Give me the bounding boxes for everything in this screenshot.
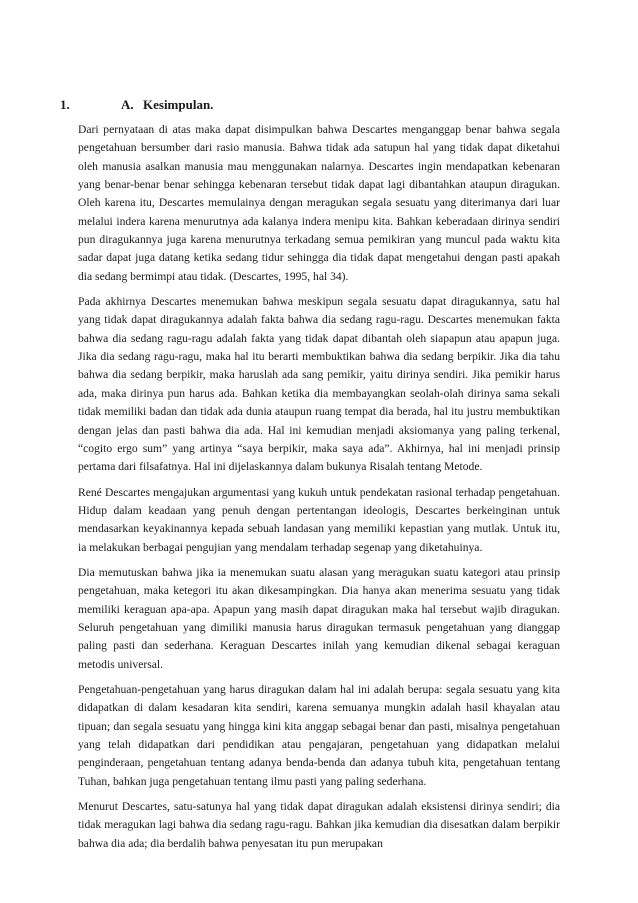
- paragraph-6: Menurut Descartes, satu-satunya hal yang tidak dapat diragukan adalah eksistensi dirinya sendiri; dia tidak meragukan lagi bahwa dia sedang ragu-ragu. Bahkan jika kemudian dia disesatkan dalam berpikir bahwa dia ada; dia berdalih bahwa penyesatan itu pun merupakan: [78, 800, 560, 850]
- paragraph-2: Pada akhirnya Descartes menemukan bahwa meskipun segala sesuatu dapat diragukannya, satu hal yang tidak dapat diragukannya adalah fakta bahwa dia sedang ragu-ragu. Descartes menemukan fakta bahwa dia sedang ragu-ragu adalah fakta yang tidak dapat dibantah oleh siapapun atau apapun juga. Jika dia sedang ragu-ragu, maka hal itu berarti membuktikan bahwa dia sedang berpikir. Jika dia tahu bahwa dia sedang berpikir, maka haruslah ada sang pemikir, yaitu dirinya sendiri. Jika pemikir harus ada, maka dirinya pun harus ada. Bahkan ketika dia membayangkan seolah-olah dirinya sama sekali tidak memiliki badan dan tidak ada dunia ataupun ruang tempat dia berada, hal itu justru membuktikan dengan jelas dan pasti bahwa dia ada. Hal ini kemudian menjadi aksiomanya yang paling terkenal, “cogito ergo sum” yang artinya “saya berpikir, maka saya ada”. Akhirnya, hal ini menjadi prinsip pertama dari filsafatnya. Hal ini dijelaskannya dalam bukunya Risalah tentang Metode.: [78, 295, 560, 474]
- subsection-letter: A.: [121, 97, 134, 112]
- paragraph-5: Pengetahuan-pengetahuan yang harus diragukan dalam hal ini adalah berupa: segala sesuatu yang kita didapatkan di dalam kesadaran kita sendiri, karena semuanya mungkin adalah hasil khayalan atau tipuan; dan segala sesuatu yang hingga kini kita anggap sebagai benar dan pasti, misalnya pengetahuan yang telah didapatkan dari pendidikan atau pengajaran, pengetahuan yang didapatkan melalui penginderaan, pengetahuan tentang adanya benda-benda dan adanya tubuh kita, pengetahuan tentang Tuhan, bahkan juga pengetahuan tentang ilmu pasti yang paling sederhana.: [78, 682, 560, 788]
- paragraph-1: Dari pernyataan di atas maka dapat disimpulkan bahwa Descartes menganggap benar bahwa segala pengetahuan bersumber dari rasio manusia. Bahwa tidak ada satupun hal yang tidak dapat diketahui oleh manusia asalkan manusia mau menggunakan nalarnya. Descartes ingin mendapatkan kebenaran yang benar-benar benar sehingga kebenaran tersebut tidak dapat lagi dibantahkan ataupun diragukan. Oleh karena itu, Descartes memulainya dengan meragukan segala sesuatu yang diterimanya dari luar melalui indera karena menurutnya ada kalanya indera menipu kita. Bahkan keberadaan dirinya sendiri pun diragukannya juga karena menurutnya terkadang semua pemikiran yang muncul pada waktu kita sadar dapat juga datang ketika sedang tidur sehingga dia tidak dapat mengetahui dengan pasti apakah dia sedang bermimpi atau tidak. (Descartes, 1995, hal 34).: [78, 123, 560, 283]
- section-title: Kesimpulan.: [143, 97, 214, 112]
- paragraph-4: Dia memutuskan bahwa jika ia menemukan suatu alasan yang meragukan suatu kategori atau prinsip pengetahuan, maka ketegori itu akan dikesampingkan. Dia hanya akan menerima sesuatu yang tidak memiliki keraguan apa-apa. Apapun yang masih dapat diragukan maka hal tersebut wajib diragukan. Seluruh pengetahuan yang dimiliki manusia harus diragukan termasuk pengetahuan yang dianggap paling pasti dan sederhana. Keraguan Descartes inilah yang kemudian dikenal sebagai keraguan metodis universal.: [78, 565, 560, 671]
- section-number: 1.: [60, 97, 70, 112]
- document-body: [78, 121, 560, 860]
- paragraph-3: René Descartes mengajukan argumentasi yang kukuh untuk pendekatan rasional terhadap pengetahuan. Hidup dalam keadaan yang penuh dengan pertentangan ideologis, Descartes berkeinginan untuk mendasarkan keyakinannya kepada sebuah landasan yang memiliki kepastian yang mutlak. Untuk itu, ia melakukan berbagai pengujian yang mendalam terhadap segenap yang diketahuinya.: [78, 485, 560, 554]
